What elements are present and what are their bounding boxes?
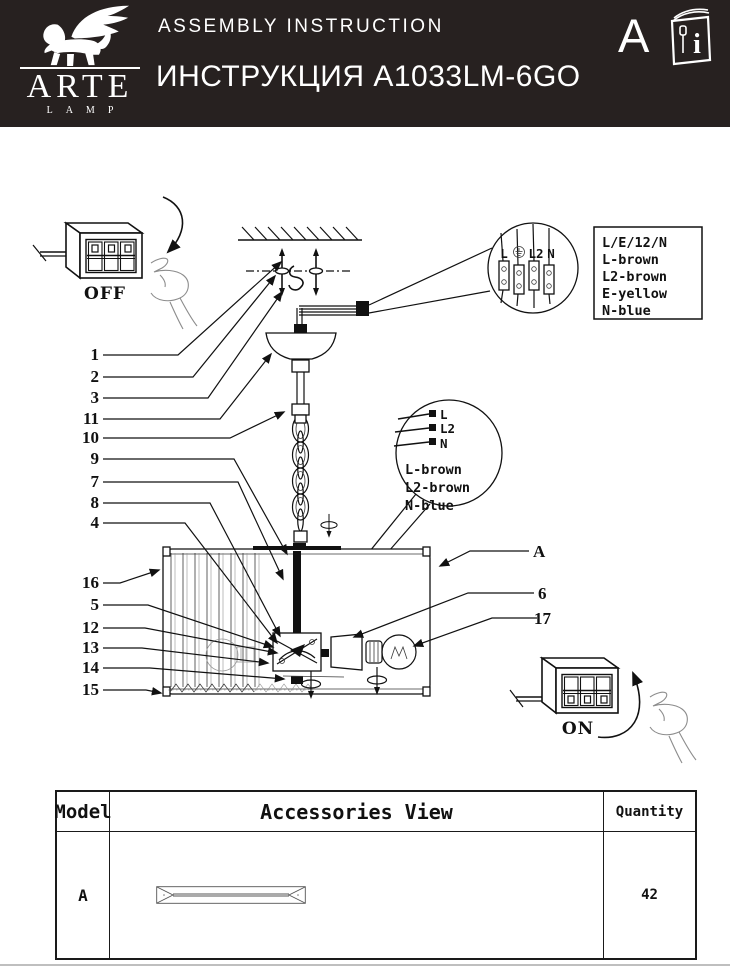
mount-screw (310, 248, 323, 296)
legend-line: L2-brown (602, 269, 668, 285)
wire-connector (356, 301, 369, 316)
title-model: ИНСТРУКЦИЯ A1033LM-6GO (156, 60, 581, 93)
callout-number: 16 (82, 573, 99, 592)
brand-subname: LAMP (46, 105, 127, 116)
callout-numbers-left (82, 345, 100, 699)
legend-line: N-blue (602, 303, 651, 319)
callout-number: 15 (82, 680, 99, 699)
mounting-bracket (246, 248, 350, 296)
callout-number: 3 (90, 388, 99, 407)
off-label: OFF (84, 284, 126, 304)
row-quantity-value: 42 (641, 887, 658, 903)
col-header-model: Model (57, 792, 110, 832)
callout-number: 7 (90, 472, 99, 491)
col-header-quantity: Quantity (604, 792, 695, 832)
on-label: ON (561, 719, 595, 739)
wire-label-l2: L2 (440, 421, 456, 436)
callout-number: 17 (534, 609, 551, 628)
arte-lamp-logo (16, 2, 144, 117)
hook-icon (289, 266, 303, 290)
model-letter: A (618, 9, 650, 62)
canopy-assembly (266, 301, 369, 542)
callout-number: 12 (82, 618, 99, 637)
header-bar (0, 0, 730, 127)
wire-label-n: N (440, 436, 448, 451)
callout-number: 8 (90, 493, 99, 512)
legend-line: L-brown (602, 252, 659, 268)
manual-booklet-icon (664, 8, 714, 73)
ceiling-hatch (238, 227, 362, 240)
legend-line: L/E/12/N (602, 235, 668, 251)
callout-number: 6 (538, 584, 547, 603)
legend-line: E-yellow (602, 286, 668, 302)
col-header-accessories: Accessories View (110, 792, 604, 832)
power-switch-on (510, 658, 696, 763)
mains-wire (299, 306, 356, 315)
callout-number: 2 (90, 367, 99, 386)
callout-number: 13 (82, 638, 99, 657)
mount-screw (276, 248, 289, 296)
hand-icon (650, 692, 696, 763)
terminal-label-l2: L2 (528, 246, 544, 261)
accessories-table (55, 790, 697, 960)
winged-lion-icon (27, 4, 133, 66)
wire-label-l: L (440, 407, 448, 422)
wire-legend-line: N-blue (405, 498, 454, 514)
lamp-shade (163, 543, 430, 699)
title-english: ASSEMBLY INSTRUCTION (158, 16, 444, 37)
centre-rod (293, 551, 301, 634)
terminal-label-l: L (500, 246, 508, 261)
assembly-diagram (0, 127, 730, 787)
row-model-value: A (57, 832, 110, 958)
scan-edge-line (0, 964, 730, 966)
callout-number: 10 (82, 428, 99, 447)
ceiling-canopy (266, 333, 336, 359)
callout-number: 11 (82, 409, 99, 428)
hanging-chain (293, 415, 309, 542)
crystal-rod-icon (156, 886, 306, 904)
power-switch-off (33, 197, 197, 329)
rotate-icon (321, 514, 337, 538)
terminal-label-n: N (547, 246, 555, 261)
hand-icon (151, 258, 197, 329)
wire-legend-line: L2-brown (405, 480, 471, 496)
brand-name: ARTE (26, 68, 134, 105)
callout-number: 9 (90, 449, 99, 468)
accessory-drawing-cell (110, 832, 604, 958)
svg-text:i: i (693, 29, 701, 60)
wire-legend-line: L-brown (405, 462, 462, 478)
callout-number: 14 (82, 658, 99, 677)
callout-number: 4 (90, 513, 99, 532)
callout-number: 1 (90, 345, 99, 364)
turn-off-arrow (163, 197, 183, 252)
terminal-detail-top (369, 223, 578, 313)
wiring-legend-box (594, 227, 702, 319)
callout-letter-a: A (533, 542, 546, 561)
callout-number: 5 (90, 595, 99, 614)
callout-numbers-right (533, 542, 552, 628)
